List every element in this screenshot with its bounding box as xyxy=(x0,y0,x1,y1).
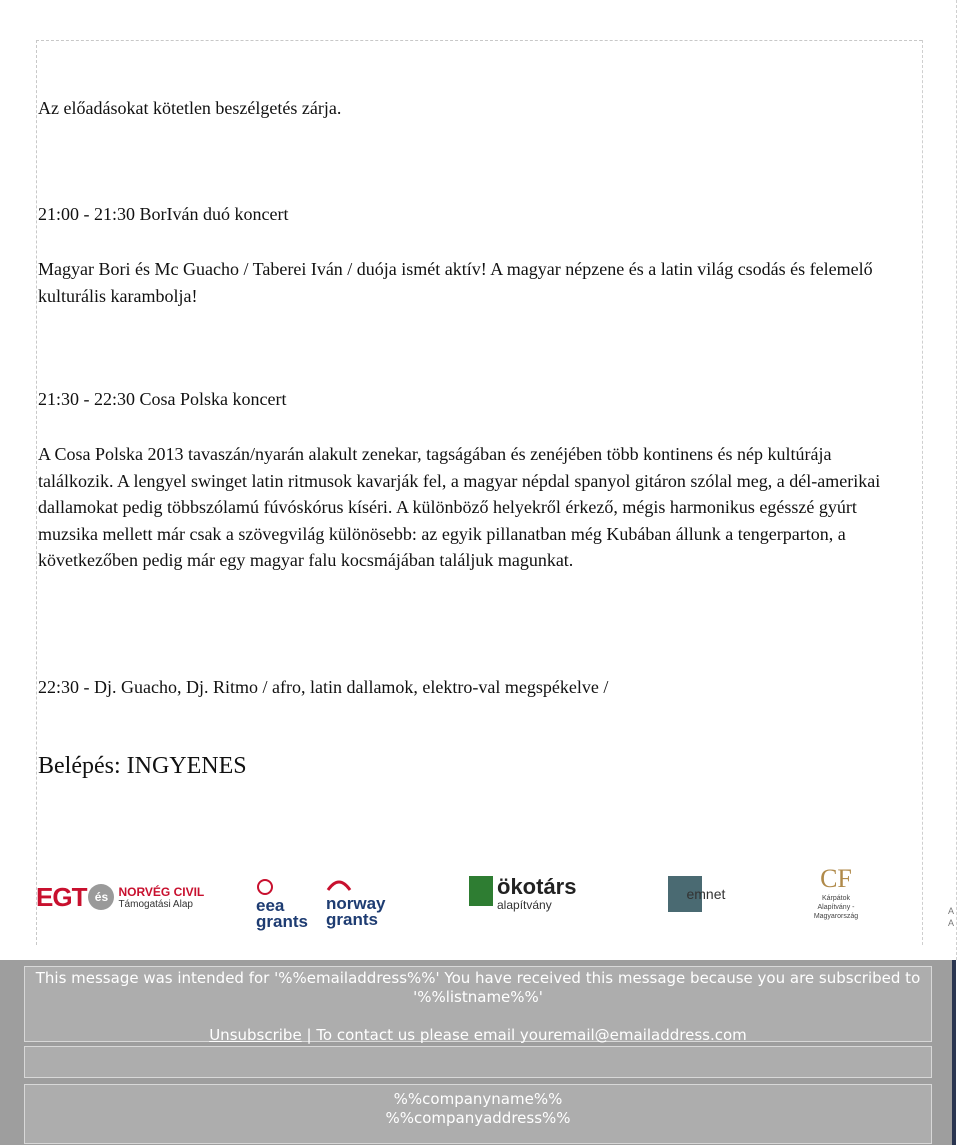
event1-description: Magyar Bori és Mc Guacho / Taberei Iván / duója ismét aktív! A magyar népzene és a latin világ csodás és felemelő kulturális karambolja! xyxy=(38,259,873,306)
event2-title: 21:30 - 22:30 Cosa Polska koncert xyxy=(38,389,287,409)
eea-logo-line2: grants xyxy=(256,912,308,931)
cf-mark: CF xyxy=(820,864,852,893)
carpathian-foundation-logo xyxy=(806,864,866,921)
norway-logo-line2: grants xyxy=(326,910,378,929)
tamogatasi-alap-text: Támogatási Alap xyxy=(118,899,193,910)
sponsor-logos xyxy=(36,862,922,932)
eea-grants-icon xyxy=(256,878,274,896)
outer-frame-edge xyxy=(956,0,957,960)
okotars-logo xyxy=(469,876,576,912)
eea-logo-line1: eea xyxy=(256,896,285,915)
footer-company-address: %%companyaddress%% xyxy=(385,1109,571,1127)
unsubscribe-link[interactable]: Unsubscribe xyxy=(209,1026,302,1044)
okotars-icon xyxy=(469,876,493,906)
egt-es-circle: és xyxy=(88,884,114,910)
footer-intended-text: This message was intended for '%%emailaddress%%' You have received this message because you are subscribed to '%%listname%%' xyxy=(35,969,921,1006)
norway-grants-logo xyxy=(326,878,386,928)
okotars-sub: alapítvány xyxy=(497,898,552,912)
footer-spacer-box xyxy=(24,1046,932,1078)
cf-sub2: Alapítvány - xyxy=(817,904,855,911)
event2-description: A Cosa Polska 2013 tavaszán/nyarán alakult zenekar, tagságában és zenéjében több kontinens és nép kultúrája találkozik. A lengyel swinget latin ritmusok kavarják fel, a magyar népdal spanyol gitáron szólal meg, a dél-amerikai dallamokat pedig többszólamú fúvóskórus kíséri. A különböző helyekről érkező, mégis harmonikus egésszé gyúrt muzsika mellett már csak a szövegvilág különösebb: az egyik pillanatban még Kubában állunk a tengerparton, a következőben pedig már egy magyar falu kocsmájában találjuk magunkat. xyxy=(38,444,881,570)
closing-paragraph: Az előadásokat kötetlen beszélgetés zárja. xyxy=(38,98,342,118)
content-frame-right-edge xyxy=(922,40,923,945)
norway-logo-line1: norway xyxy=(326,894,386,913)
cf-sub3: Magyarország xyxy=(813,913,859,920)
footer-right-edge xyxy=(952,960,956,1145)
event1-title: 21:00 - 21:30 BorIván duó koncert xyxy=(38,204,289,224)
footer-company-name: %%companyname%% xyxy=(393,1090,563,1108)
egt-norveg-civil-logo xyxy=(36,882,204,913)
eea-grants-logo xyxy=(256,878,308,930)
side-mark: A A xyxy=(948,906,955,928)
entry-info: Belépés: INGYENES xyxy=(38,753,247,779)
footer-contact-text: To contact us please email youremail@emailaddress.com xyxy=(316,1026,747,1044)
okotars-name: ökotárs xyxy=(497,874,577,899)
footer xyxy=(0,960,956,1145)
norway-grants-icon xyxy=(326,878,352,892)
emnet-logo xyxy=(668,876,725,912)
cf-sub1: Kárpátok xyxy=(821,895,851,902)
emnet-name: emnet xyxy=(686,886,726,902)
norveg-civil-text: NORVÉG CIVIL xyxy=(118,885,205,899)
footer-separator: | xyxy=(306,1026,312,1044)
event3-title: 22:30 - Dj. Guacho, Dj. Ritmo / afro, latin dallamok, elektro-val megspékelve / xyxy=(38,677,609,697)
footer-links xyxy=(24,1026,932,1045)
egt-logo-text: EGT xyxy=(36,882,87,912)
